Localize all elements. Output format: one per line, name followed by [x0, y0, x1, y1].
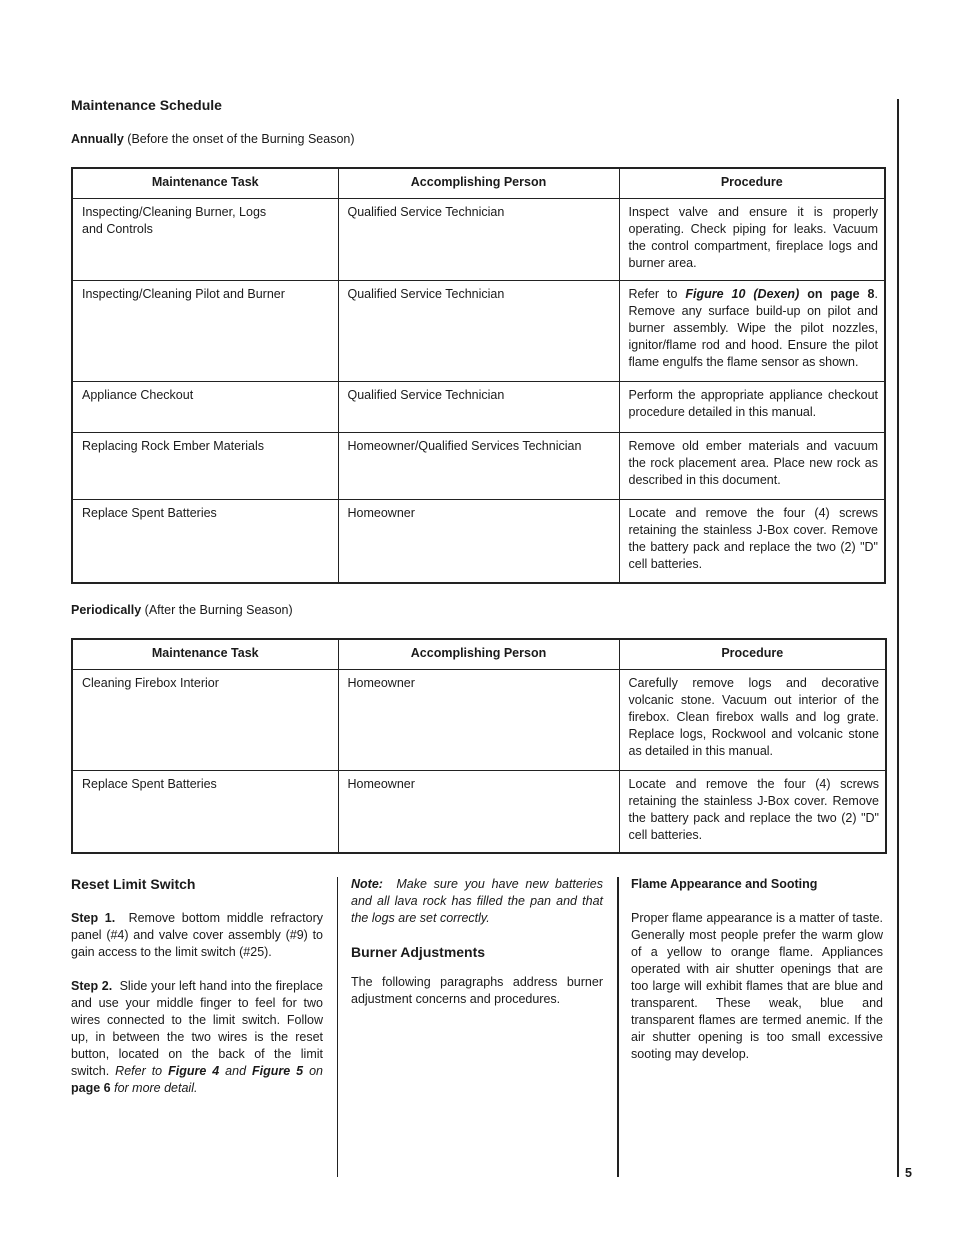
person-cell: Homeowner [338, 500, 619, 583]
step2-refer: Refer to [115, 1064, 163, 1078]
procedure-cell: Perform the appropriate appliance checkout procedure detailed in this manual. [619, 382, 885, 433]
step2-and: and [225, 1064, 247, 1078]
page-margin-rule [897, 99, 899, 1177]
table-row [72, 670, 886, 771]
flame-appearance-section [631, 876, 883, 1063]
person-cell: Qualified Service Technician [338, 382, 619, 433]
annually-label: Annually [71, 132, 124, 146]
reset-limit-switch-title: Reset Limit Switch [71, 876, 196, 892]
person-cell: Homeowner [338, 670, 619, 771]
table-row [72, 281, 885, 382]
person-cell: Qualified Service Technician [338, 199, 619, 281]
procedure-on: on [807, 287, 823, 301]
header-accomplishing-person: Accomplishing Person [338, 639, 619, 670]
annually-table [71, 167, 886, 584]
step1-label: Step 1. [71, 911, 116, 925]
task-cell: Replace Spent Batteries [72, 500, 338, 583]
step1-paragraph [71, 910, 323, 961]
table-row [72, 771, 886, 853]
page-reference-link[interactable]: page 8 [830, 287, 875, 301]
figure-reference-link[interactable]: Figure 10 (Dexen) [685, 287, 800, 301]
header-maintenance-task: Maintenance Task [72, 639, 338, 670]
table-row [72, 199, 885, 281]
task-line: and Controls [82, 222, 153, 236]
figure4-reference-link[interactable]: Figure 4 [168, 1064, 220, 1078]
reset-limit-switch-section [71, 876, 323, 1097]
annually-note: (Before the onset of the Burning Season) [127, 132, 355, 146]
column-divider [337, 877, 338, 1177]
task-cell: Inspecting/Cleaning Pilot and Burner [72, 281, 338, 382]
header-procedure: Procedure [619, 639, 886, 670]
table-header-row [72, 639, 886, 670]
step2-label: Step 2. [71, 979, 113, 993]
step2-for: for more detail. [114, 1081, 198, 1095]
annually-subheading [71, 131, 355, 148]
periodically-subheading [71, 602, 293, 619]
task-line: Inspecting/Cleaning Burner, Logs [82, 205, 267, 219]
middle-column [351, 876, 603, 1008]
column-divider [617, 877, 619, 1177]
procedure-cell: Remove old ember materials and vacuum the rock placement area. Place new rock as described in this document. [619, 433, 885, 500]
procedure-rest: . Remove any surface build-up on pilot and burner assembly. Wipe the pilot nozzles, ignitor/flame rod and hood. Ensure the pilot flame engulfs the flame sensor as shown. [628, 287, 878, 369]
person-cell: Homeowner [338, 771, 619, 853]
page-number: 5 [905, 1166, 912, 1180]
procedure-cell: Inspect valve and ensure it is properly operating. Check piping for leaks. Vacuum the control compartment, fireplace logs and burner area. [619, 199, 885, 281]
maintenance-schedule-title: Maintenance Schedule [71, 97, 222, 113]
burner-adjustments-text: The following paragraphs address burner adjustment concerns and procedures. [351, 975, 603, 1006]
task-cell [72, 199, 338, 281]
person-cell: Homeowner/Qualified Services Technician [338, 433, 619, 500]
procedure-refer: Refer to [628, 287, 678, 301]
header-procedure: Procedure [619, 168, 885, 199]
burner-adjustments-title: Burner Adjustments [351, 944, 486, 960]
task-cell: Replacing Rock Ember Materials [72, 433, 338, 500]
note-paragraph [351, 876, 603, 927]
table-row [72, 500, 885, 583]
note-text: Make sure you have new batteries and all lava rock has filled the pan and that the logs are set correctly. [351, 877, 603, 925]
flame-appearance-title: Flame Appearance and Sooting [631, 877, 818, 891]
periodically-label: Periodically [71, 603, 142, 617]
table-row [72, 382, 885, 433]
person-cell: Qualified Service Technician [338, 281, 619, 382]
procedure-cell: Carefully remove logs and decorative volcanic stone. Vacuum out interior of the firebox. Clean firebox walls and log grate. Replace logs, Rockwool and volcanic stone as detailed in this manual. [619, 670, 886, 771]
task-cell: Replace Spent Batteries [72, 771, 338, 853]
header-accomplishing-person: Accomplishing Person [338, 168, 619, 199]
periodically-note: (After the Burning Season) [144, 603, 293, 617]
step1-text: Remove bottom middle refractory panel (#4) and valve cover assembly (#9) to gain access to the limit switch (#25). [71, 911, 323, 959]
step2-paragraph [71, 978, 323, 1097]
step2-text: Slide your left hand into the fireplace and use your middle finger to feel for two wires connected to the limit switch. Follow up, in between the two wires is the reset button, located on the back of the limit switch. [71, 979, 323, 1078]
procedure-cell [619, 281, 885, 382]
periodically-table [71, 638, 887, 854]
header-maintenance-task: Maintenance Task [72, 168, 338, 199]
task-cell: Cleaning Firebox Interior [72, 670, 338, 771]
procedure-cell: Locate and remove the four (4) screws retaining the stainless J-Box cover. Remove the battery pack and replace the two (2) "D" cell batteries. [619, 771, 886, 853]
figure5-reference-link[interactable]: Figure 5 [252, 1064, 304, 1078]
flame-appearance-text: Proper flame appearance is a matter of taste. Generally most people prefer the warm glow of a yellow to orange flame. Appliances operated with air shutter openings that are too large will exhibit flames that are blue and transparent. These weak, blue and transparent flames are termed anemic. If the air shutter opening is too small excessive sooting may develop. [631, 911, 883, 1061]
procedure-cell: Locate and remove the four (4) screws retaining the stainless J-Box cover. Remove the battery pack and replace the two (2) "D" cell batteries. [619, 500, 885, 583]
step2-on: on [309, 1064, 323, 1078]
page6-reference-link[interactable]: page 6 [71, 1081, 111, 1095]
table-header-row [72, 168, 885, 199]
note-label: Note: [351, 877, 383, 891]
task-cell: Appliance Checkout [72, 382, 338, 433]
table-row [72, 433, 885, 500]
